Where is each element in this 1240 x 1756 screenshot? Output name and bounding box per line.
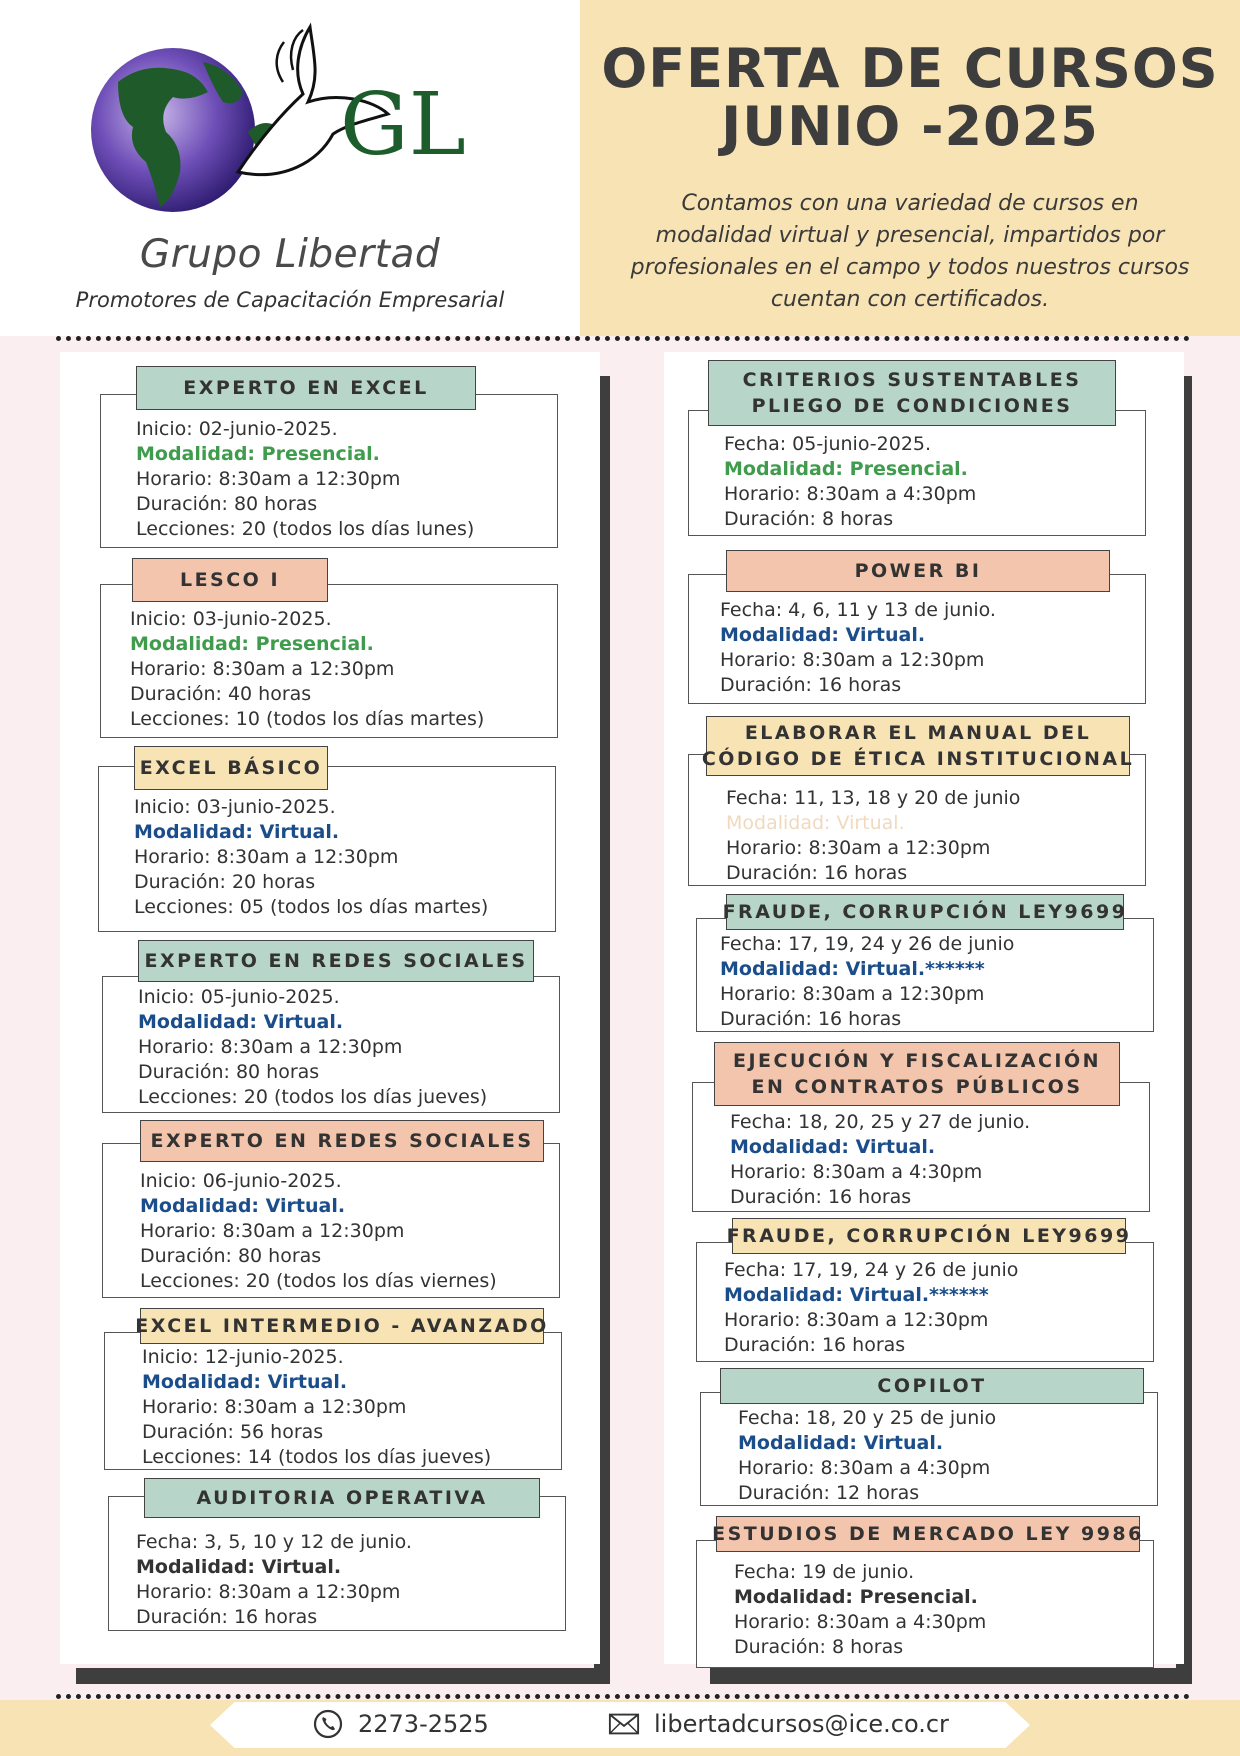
course-title-line: LESCO I: [179, 569, 281, 591]
course-title-line: COPILOT: [877, 1375, 987, 1397]
course-detail-line: Lecciones: 10 (todos los días martes): [130, 708, 485, 730]
course-detail-line: Duración: 80 horas: [140, 1245, 322, 1267]
page-title-line-1: OFERTA DE CURSOS: [601, 37, 1219, 100]
right-course-details-3: [726, 786, 1020, 886]
course-detail-line: Lecciones: 14 (todos los días jueves): [142, 1446, 492, 1468]
course-modality: Modalidad: Virtual.: [136, 1556, 342, 1578]
course-detail-line: Horario: 8:30am a 12:30pm: [136, 1581, 401, 1603]
course-title-line: EXPERTO EN REDES SOCIALES: [150, 1130, 534, 1152]
course-detail-line: Inicio: 02-junio-2025.: [136, 418, 338, 440]
left-course-details-6: [142, 1345, 491, 1470]
course-modality: Modalidad: Virtual.: [142, 1371, 348, 1393]
course-detail-line: Inicio: 03-junio-2025.: [134, 796, 336, 818]
course-detail-line: Fecha: 18, 20, 25 y 27 de junio.: [730, 1111, 1031, 1133]
course-detail-line: Duración: 80 horas: [136, 493, 318, 515]
course-detail-line: Horario: 8:30am a 12:30pm: [720, 983, 985, 1005]
right-course-details-6: [724, 1258, 1018, 1358]
right-course-title-3: [701, 716, 1135, 776]
course-detail-line: Fecha: 05-junio-2025.: [724, 433, 932, 455]
course-title-line: POWER BI: [854, 560, 982, 582]
right-course-details-4: [720, 932, 1014, 1032]
course-modality: Modalidad: Virtual.: [730, 1136, 936, 1158]
right-course-details-5: [730, 1110, 1030, 1210]
course-title-line: CÓDIGO DE ÉTICA INSTITUCIONAL: [701, 748, 1135, 770]
course-detail-line: Duración: 16 horas: [720, 674, 902, 696]
course-detail-line: Fecha: 11, 13, 18 y 20 de junio: [726, 787, 1021, 809]
left-course-title-4: [138, 940, 534, 982]
course-detail-line: Horario: 8:30am a 12:30pm: [134, 846, 399, 868]
right-course-title-8: [712, 1516, 1144, 1552]
course-detail-line: Duración: 16 horas: [724, 1334, 906, 1356]
course-detail-line: Duración: 16 horas: [720, 1008, 902, 1030]
left-course-details-5: [140, 1169, 497, 1294]
grupo-libertad-logo: [88, 22, 528, 232]
course-detail-line: Duración: 20 horas: [134, 871, 316, 893]
course-modality: Modalidad: Virtual.******: [724, 1284, 989, 1306]
left-course-title-6: [135, 1308, 549, 1344]
right-course-details-2: [720, 598, 996, 698]
course-detail-line: Horario: 8:30am a 12:30pm: [136, 468, 401, 490]
course-detail-line: Horario: 8:30am a 12:30pm: [142, 1396, 407, 1418]
course-detail-line: Horario: 8:30am a 4:30pm: [730, 1161, 983, 1183]
left-course-details-1: [136, 417, 474, 542]
right-course-details-7: [738, 1406, 996, 1506]
course-detail-line: Horario: 8:30am a 12:30pm: [720, 649, 985, 671]
course-detail-line: Horario: 8:30am a 12:30pm: [140, 1220, 405, 1242]
right-course-title-2: [726, 550, 1110, 592]
right-course-details-1: [724, 432, 976, 532]
course-detail-line: Horario: 8:30am a 12:30pm: [726, 837, 991, 859]
course-detail-line: Inicio: 05-junio-2025.: [138, 986, 340, 1008]
course-modality: Modalidad: Virtual.: [726, 812, 905, 834]
course-modality: Modalidad: Virtual.: [138, 1011, 344, 1033]
left-course-details-2: [130, 607, 484, 732]
course-title-line: EXCEL BÁSICO: [139, 757, 323, 779]
page-title-line-2: JUNIO -2025: [721, 95, 1099, 158]
left-column-shadow-bottom: [76, 1668, 610, 1684]
course-detail-line: Duración: 8 horas: [734, 1636, 904, 1658]
course-modality: Modalidad: Presencial.: [734, 1586, 978, 1608]
left-course-title-2: [132, 558, 328, 602]
intro-text: Contamos con una variedad de cursos en modalidad virtual y presencial, impartidos por profesionales en el campo y todos nuestros cursos cuentan con certificados.: [630, 191, 1190, 312]
brand-tagline: Promotores de Capacitación Empresarial: [75, 288, 505, 312]
course-modality: Modalidad: Virtual.******: [720, 958, 985, 980]
course-detail-line: Duración: 80 horas: [138, 1061, 320, 1083]
course-detail-line: Fecha: 17, 19, 24 y 26 de junio: [724, 1259, 1019, 1281]
course-detail-line: Lecciones: 20 (todos los días viernes): [140, 1270, 497, 1292]
left-course-title-1: [136, 366, 476, 410]
course-detail-line: Duración: 40 horas: [130, 683, 312, 705]
course-title-line: CRITERIOS SUSTENTABLES: [742, 369, 1082, 391]
course-detail-line: Horario: 8:30am a 12:30pm: [138, 1036, 403, 1058]
left-course-title-5: [140, 1120, 544, 1162]
course-title-line: FRAUDE, CORRUPCIÓN LEY9699: [726, 1225, 1132, 1247]
right-column-shadow-bottom: [710, 1668, 1192, 1684]
right-course-title-5: [714, 1042, 1120, 1106]
course-detail-line: Lecciones: 20 (todos los días lunes): [136, 518, 475, 540]
right-course-title-1: [708, 360, 1116, 426]
course-detail-line: Fecha: 19 de junio.: [734, 1561, 915, 1583]
course-modality: Modalidad: Virtual.: [738, 1432, 944, 1454]
course-modality: Modalidad: Presencial.: [136, 443, 380, 465]
bottom-dotted-divider: [56, 1694, 1190, 1699]
right-course-title-7: [720, 1368, 1144, 1404]
left-course-details-4: [138, 985, 487, 1110]
course-detail-line: Inicio: 06-junio-2025.: [140, 1170, 342, 1192]
course-detail-line: Duración: 16 horas: [726, 862, 908, 884]
envelope-icon: [608, 1708, 640, 1740]
course-detail-line: Fecha: 18, 20 y 25 de junio: [738, 1407, 997, 1429]
right-course-title-6: [726, 1218, 1132, 1254]
top-dotted-divider: [56, 336, 1190, 341]
course-title-line: EXCEL INTERMEDIO - AVANZADO: [135, 1315, 549, 1337]
course-modality: Modalidad: Virtual.: [140, 1195, 346, 1217]
course-detail-line: Fecha: 4, 6, 11 y 13 de junio.: [720, 599, 996, 621]
course-title-line: ELABORAR EL MANUAL DEL: [744, 722, 1092, 744]
course-title-line: ESTUDIOS DE MERCADO LEY 9986: [712, 1523, 1144, 1545]
course-detail-line: Horario: 8:30am a 12:30pm: [724, 1309, 989, 1331]
course-detail-line: Duración: 56 horas: [142, 1421, 324, 1443]
course-title-line: EXPERTO EN EXCEL: [183, 377, 429, 399]
course-modality: Modalidad: Virtual.: [720, 624, 926, 646]
footer-phone-number[interactable]: 2273-2525: [358, 1710, 489, 1738]
course-detail-line: Horario: 8:30am a 4:30pm: [724, 483, 977, 505]
footer-email: [608, 1708, 949, 1740]
course-detail-line: Duración: 16 horas: [730, 1186, 912, 1208]
course-detail-line: Inicio: 12-junio-2025.: [142, 1346, 344, 1368]
footer-phone: [312, 1708, 489, 1740]
course-detail-line: Lecciones: 20 (todos los días jueves): [138, 1086, 488, 1108]
course-detail-line: Duración: 8 horas: [724, 508, 894, 530]
course-title-line: AUDITORIA OPERATIVA: [196, 1487, 488, 1509]
right-course-title-4: [722, 894, 1128, 930]
left-course-title-3: [134, 746, 328, 790]
course-detail-line: Horario: 8:30am a 4:30pm: [734, 1611, 987, 1633]
course-detail-line: Fecha: 17, 19, 24 y 26 de junio: [720, 933, 1015, 955]
course-title-line: EN CONTRATOS PÚBLICOS: [751, 1076, 1083, 1098]
footer-email-address[interactable]: libertadcursos@ice.co.cr: [654, 1710, 949, 1738]
course-detail-line: Duración: 12 horas: [738, 1482, 920, 1504]
course-detail-line: Horario: 8:30am a 12:30pm: [130, 658, 395, 680]
course-modality: Modalidad: Presencial.: [724, 458, 968, 480]
course-title-line: EJECUCIÓN Y FISCALIZACIÓN: [732, 1050, 1102, 1072]
svg-text:GL: GL: [340, 75, 466, 175]
course-detail-line: Fecha: 3, 5, 10 y 12 de junio.: [136, 1531, 412, 1553]
course-title-line: EXPERTO EN REDES SOCIALES: [144, 950, 528, 972]
page-title: [580, 37, 1240, 158]
left-course-title-7: [144, 1478, 540, 1518]
course-modality: Modalidad: Virtual.: [134, 821, 340, 843]
left-course-details-7: [136, 1530, 412, 1630]
course-detail-line: Duración: 16 horas: [136, 1606, 318, 1628]
course-detail-line: Horario: 8:30am a 4:30pm: [738, 1457, 991, 1479]
course-title-line: FRAUDE, CORRUPCIÓN LEY9699: [722, 901, 1128, 923]
left-course-details-3: [134, 795, 488, 920]
course-title-line: PLIEGO DE CONDICIONES: [751, 395, 1073, 417]
course-detail-line: Lecciones: 05 (todos los días martes): [134, 896, 489, 918]
brand-name: Grupo Libertad: [139, 232, 441, 277]
right-course-details-8: [734, 1560, 986, 1660]
course-detail-line: Inicio: 03-junio-2025.: [130, 608, 332, 630]
course-modality: Modalidad: Presencial.: [130, 633, 374, 655]
phone-icon: [312, 1708, 344, 1740]
